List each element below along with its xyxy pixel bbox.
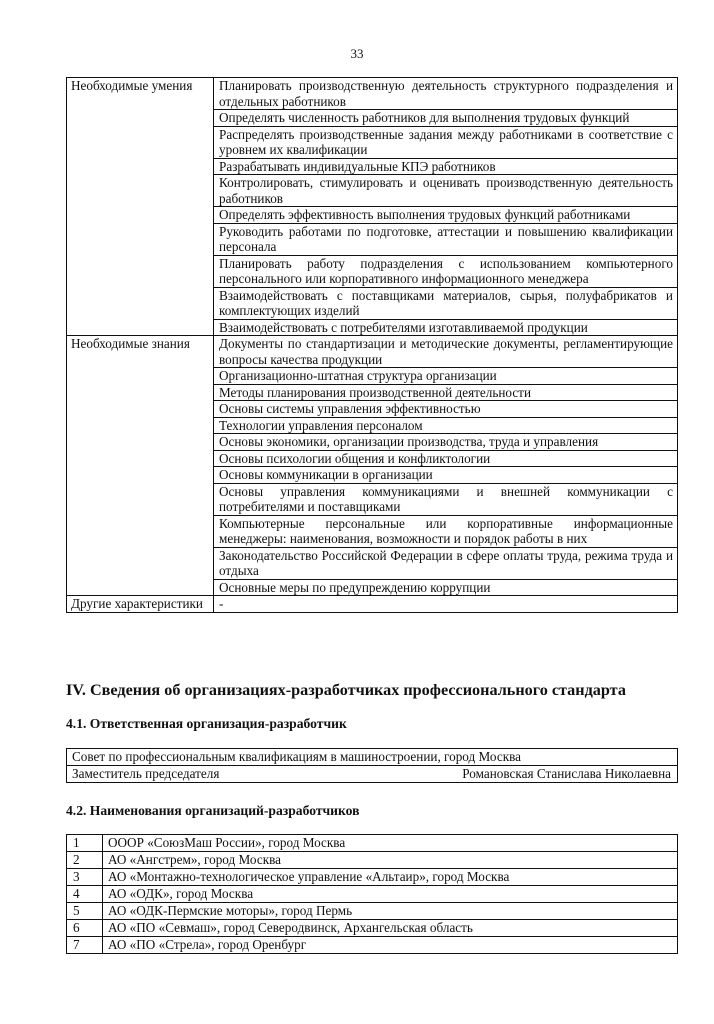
signatory-person: Романовская Станислава Николаевна xyxy=(462,766,671,782)
table-row xyxy=(67,903,678,920)
signatory-position: Заместитель председателя xyxy=(72,766,220,782)
org-name: АО «ОДК-Пермские моторы», город Пермь xyxy=(103,903,678,920)
table-row xyxy=(67,869,678,886)
table-row xyxy=(67,886,678,903)
org-name: АО «ПО «Стрела», город Оренбург xyxy=(103,937,678,954)
table-cell: Разрабатывать индивидуальные КПЭ работников xyxy=(214,158,678,175)
table-cell: Основы экономики, организации производства, труда и управления xyxy=(214,434,678,451)
table-cell: Определять численность работников для выполнения трудовых функций xyxy=(214,110,678,127)
developer-orgs-table xyxy=(66,834,678,954)
table-cell: Законодательство Российской Федерации в сфере оплаты труда, режима труда и отдыха xyxy=(214,547,678,579)
table-cell: Определять эффективность выполнения трудовых функций работниками xyxy=(214,207,678,224)
table-cell: Планировать производственную деятельность структурного подразделения и отдельных работников xyxy=(214,78,678,110)
table-cell: Руководить работами по подготовке, аттестации и повышению квалификации персонала xyxy=(214,223,678,255)
table-cell: Документы по стандартизации и методические документы, регламентирующие вопросы качества продукции xyxy=(214,336,678,368)
row-number: 1 xyxy=(67,835,103,852)
org-name: АО «Ангстрем», город Москва xyxy=(103,852,678,869)
table-cell: Взаимодействовать с поставщиками материалов, сырья, полуфабрикатов и комплектующих изделий xyxy=(214,287,678,319)
row-number: 4 xyxy=(67,886,103,903)
table-cell: Методы планирования производственной деятельности xyxy=(214,384,678,401)
table-row xyxy=(67,835,678,852)
table-cell: Контролировать, стимулировать и оценивать производственную деятельность работников xyxy=(214,175,678,207)
org-name: АО «ПО «Севмаш», город Северодвинск, Архангельская область xyxy=(103,920,678,937)
table-row xyxy=(67,920,678,937)
table-cell: Взаимодействовать с потребителями изготавливаемой продукции xyxy=(214,319,678,336)
responsible-org-table xyxy=(66,748,678,783)
org-name: АО «ОДК», город Москва xyxy=(103,886,678,903)
table-row xyxy=(67,937,678,954)
table-cell: Распределять производственные задания между работниками в соответствие с уровнем их квалификации xyxy=(214,126,678,158)
row-number: 2 xyxy=(67,852,103,869)
section-iv-title: IV. Сведения об организациях-разработчиках профессионального стандарта xyxy=(66,681,626,699)
developer-orgs-heading: 4.2. Наименования организаций-разработчиков xyxy=(66,803,360,818)
table-cell: - xyxy=(214,596,678,613)
table-cell: Технологии управления персоналом xyxy=(214,417,678,434)
responsible-org-heading: 4.1. Ответственная организация-разработчик xyxy=(66,716,347,731)
row-number: 7 xyxy=(67,937,103,954)
responsible-org-name: Совет по профессиональным квалификациям в машиностроении, город Москва xyxy=(67,749,678,766)
table-row xyxy=(67,749,678,766)
table-row xyxy=(67,766,678,783)
skills-knowledge-table xyxy=(66,77,678,613)
table-cell: Организационно-штатная структура организации xyxy=(214,368,678,385)
required-skills-label: Необходимые умения xyxy=(67,78,214,336)
table-cell: Основы коммуникации в организации xyxy=(214,467,678,484)
table-cell: Основы системы управления эффективностью xyxy=(214,401,678,418)
table-row xyxy=(67,596,678,613)
row-number: 3 xyxy=(67,869,103,886)
org-name: ОООР «СоюзМаш России», город Москва xyxy=(103,835,678,852)
row-number: 6 xyxy=(67,920,103,937)
responsible-org-signatory xyxy=(67,766,678,783)
table-cell: Основы психологии общения и конфликтологии xyxy=(214,450,678,467)
table-row xyxy=(67,78,678,110)
org-name: АО «Монтажно-технологическое управление «Альтаир», город Москва xyxy=(103,869,678,886)
other-characteristics-label: Другие характеристики xyxy=(67,596,214,613)
page-number: 33 xyxy=(350,46,364,61)
table-row xyxy=(67,336,678,368)
required-knowledge-label: Необходимые знания xyxy=(67,336,214,596)
table-cell: Основные меры по предупреждению коррупции xyxy=(214,579,678,596)
row-number: 5 xyxy=(67,903,103,920)
table-row xyxy=(67,852,678,869)
table-cell: Компьютерные персональные или корпоративные информационные менеджеры: наименования, возможности и порядок работы в них xyxy=(214,515,678,547)
table-cell: Планировать работу подразделения с использованием компьютерного персонального или корпоративного информационного менеджера xyxy=(214,255,678,287)
table-cell: Основы управления коммуникациями и внешней коммуникации с потребителями и поставщиками xyxy=(214,483,678,515)
